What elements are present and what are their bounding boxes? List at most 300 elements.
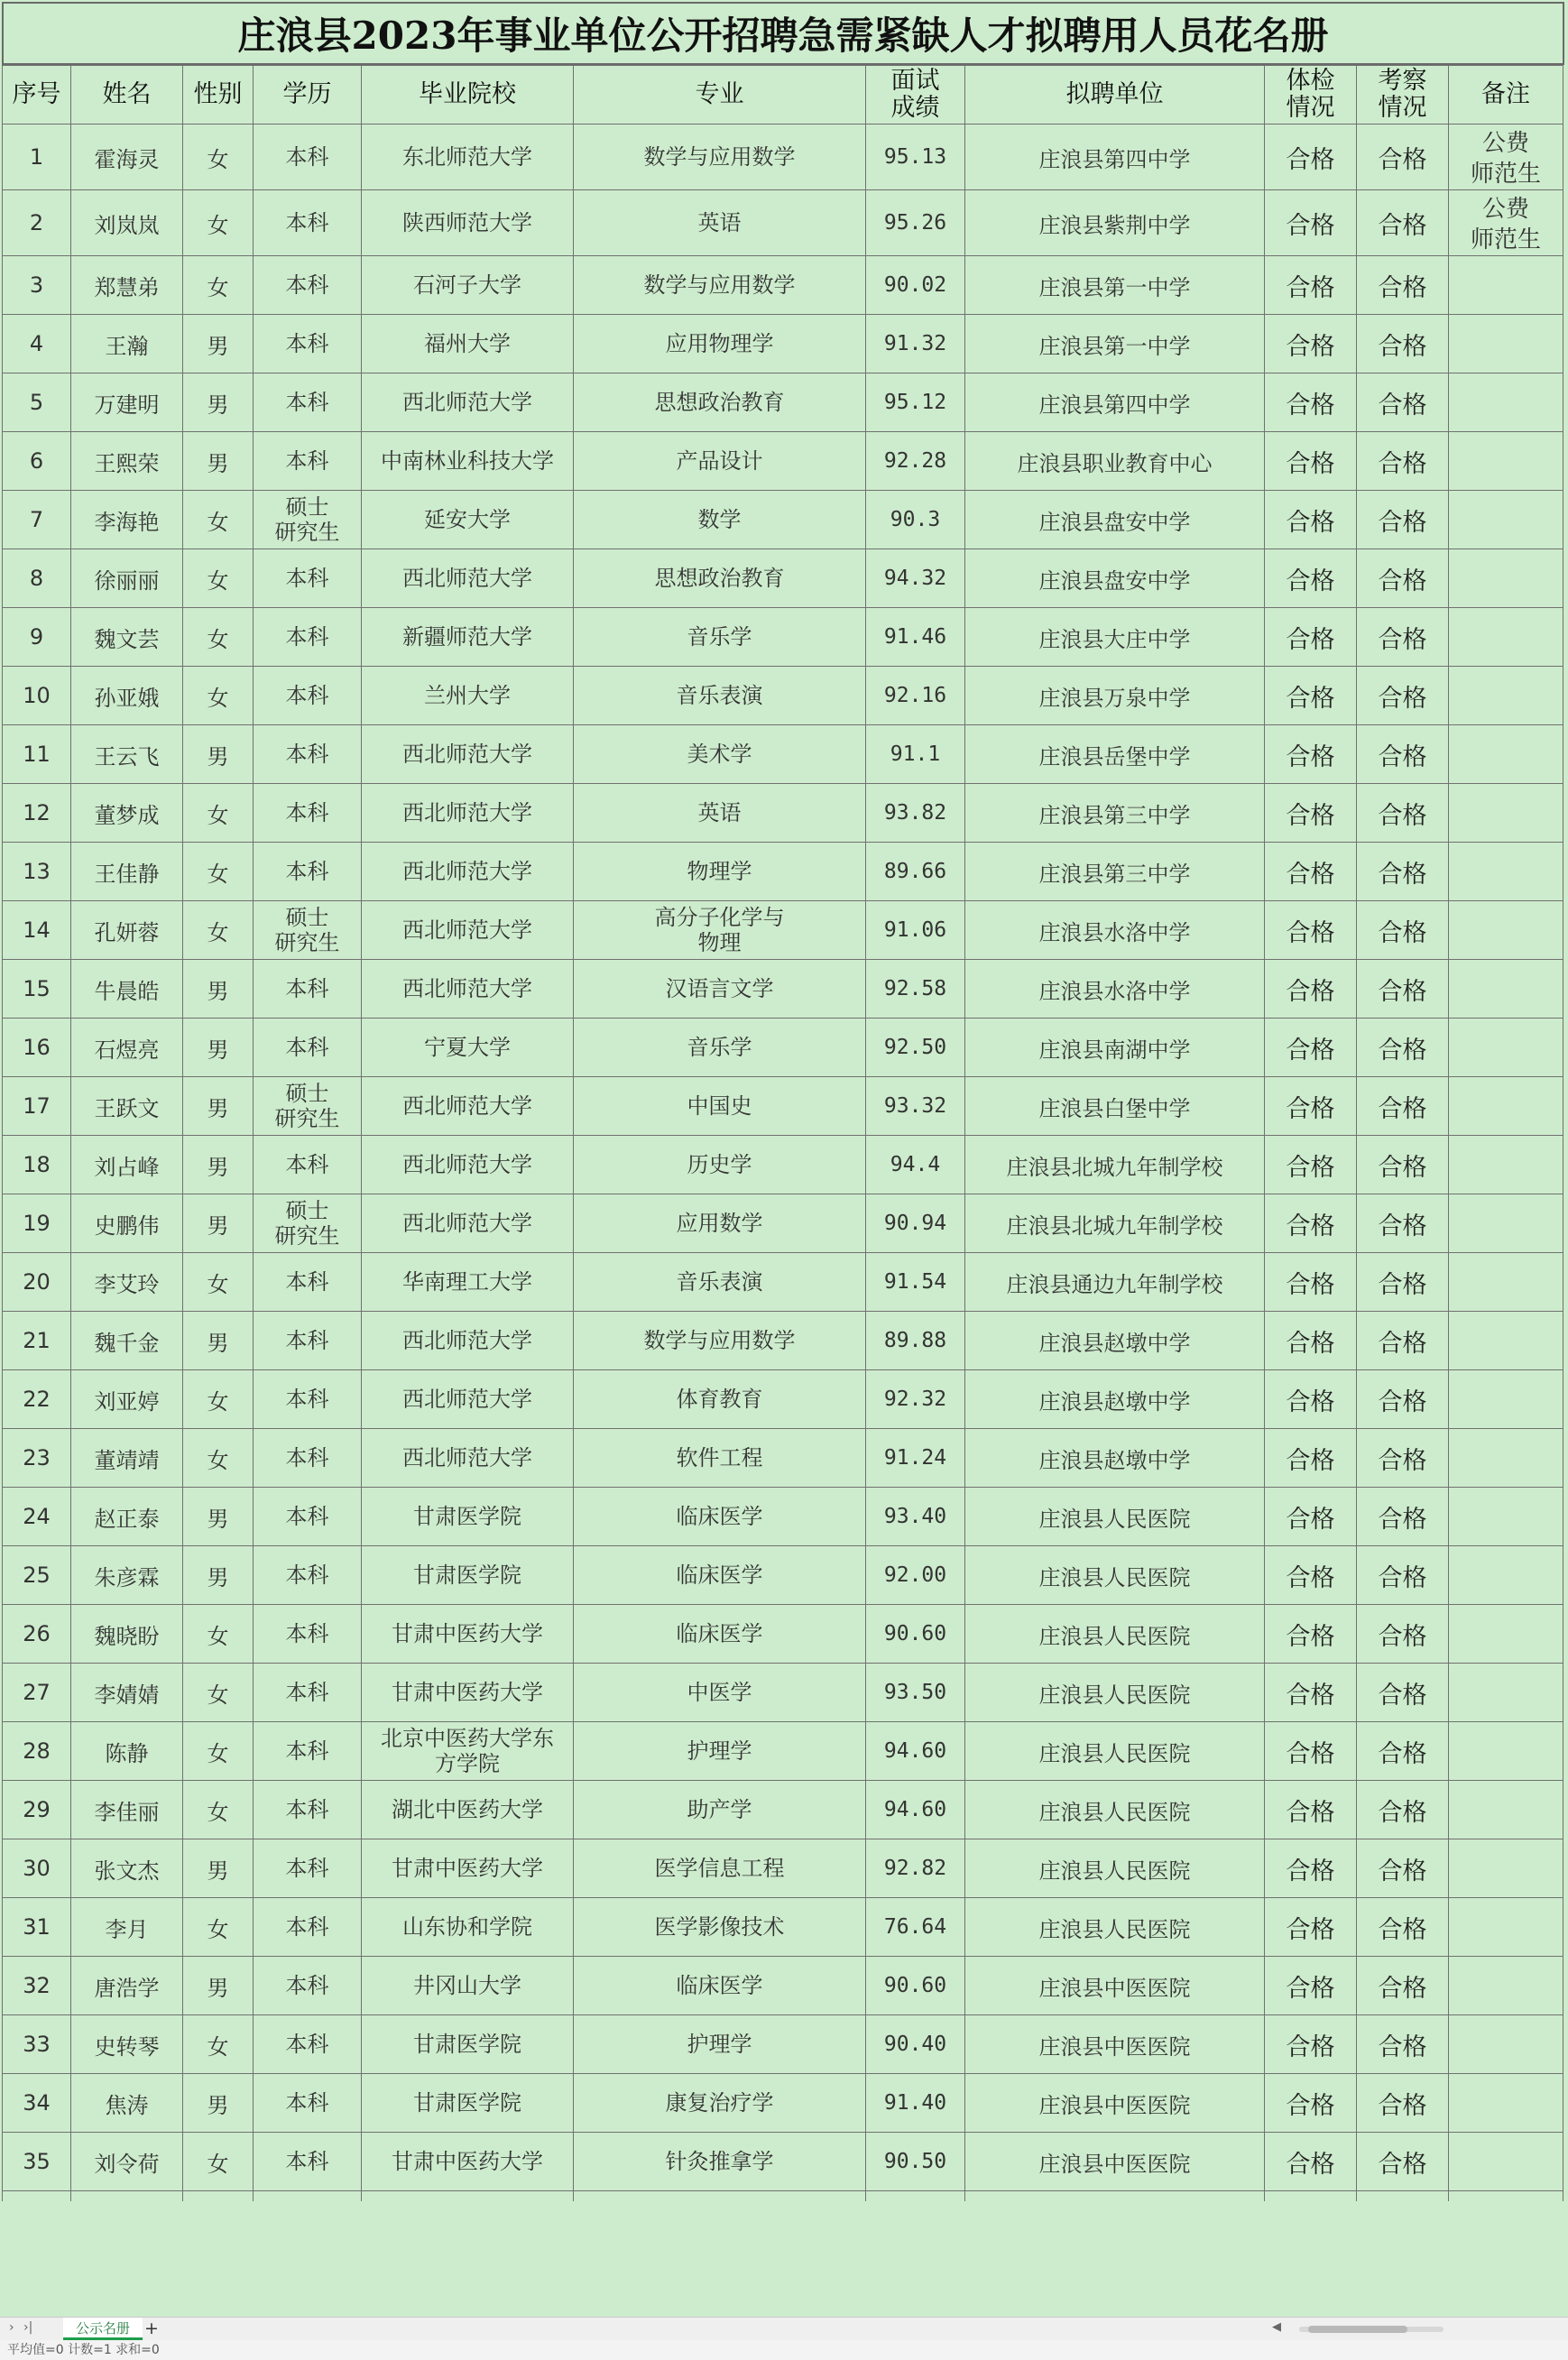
cell-unit[interactable]: 庄浪县第一中学: [965, 256, 1265, 315]
cell-unit[interactable]: 庄浪县北城九年制学校: [965, 1194, 1265, 1253]
cell-serial[interactable]: 11: [3, 725, 71, 784]
cell-serial[interactable]: 8: [3, 549, 71, 608]
cell-name[interactable]: 霍海灵: [71, 124, 183, 190]
cell-remarks[interactable]: [1449, 1253, 1563, 1312]
cell-name[interactable]: 李海艳: [71, 491, 183, 549]
cell-school[interactable]: 西北师范大学: [362, 1077, 574, 1136]
cell-score[interactable]: 92.00: [866, 1546, 965, 1605]
cell-gender[interactable]: 男: [183, 373, 254, 432]
cell-physical-exam[interactable]: 合格: [1265, 190, 1357, 256]
cell-score[interactable]: 95.12: [866, 373, 965, 432]
cell-physical-exam[interactable]: 合格: [1265, 1898, 1357, 1957]
cell-name[interactable]: 孙亚娥: [71, 667, 183, 725]
cell-physical-exam[interactable]: 合格: [1265, 2015, 1357, 2074]
cell-school[interactable]: 西北师范大学: [362, 373, 574, 432]
cell-major[interactable]: 数学与应用数学: [574, 256, 866, 315]
cell-physical-exam[interactable]: 合格: [1265, 124, 1357, 190]
cell-school[interactable]: 井冈山大学: [362, 1957, 574, 2015]
cell-remarks[interactable]: [1449, 1429, 1563, 1488]
cell-school[interactable]: 兰州大学: [362, 667, 574, 725]
cell-score[interactable]: 92.28: [866, 432, 965, 491]
cell-gender[interactable]: 男: [183, 725, 254, 784]
cell-assessment[interactable]: 合格: [1357, 1605, 1449, 1664]
cell-gender[interactable]: 男: [183, 960, 254, 1019]
cell-serial[interactable]: 16: [3, 1019, 71, 1077]
cell-school[interactable]: 甘肃医学院: [362, 1546, 574, 1605]
cell-score[interactable]: 90.02: [866, 256, 965, 315]
cell-assessment[interactable]: 合格: [1357, 608, 1449, 667]
cell-physical-exam[interactable]: 合格: [1265, 843, 1357, 901]
cell-school[interactable]: 陕西师范大学: [362, 190, 574, 256]
cell-remarks[interactable]: [1449, 373, 1563, 432]
cell-remarks[interactable]: [1449, 960, 1563, 1019]
cell-name[interactable]: 魏文芸: [71, 608, 183, 667]
cell-gender[interactable]: 男: [183, 1488, 254, 1546]
cell-serial[interactable]: 9: [3, 608, 71, 667]
cell-education[interactable]: 本科: [254, 2133, 362, 2191]
cell-major[interactable]: 汉语言文学: [574, 960, 866, 1019]
cell-unit[interactable]: 庄浪县人民医院: [965, 1546, 1265, 1605]
cell-education[interactable]: 本科: [254, 1781, 362, 1839]
cell-gender[interactable]: 女: [183, 1370, 254, 1429]
cell-major[interactable]: 英语: [574, 784, 866, 843]
cell-school[interactable]: 湖北中医药大学: [362, 1781, 574, 1839]
cell-assessment[interactable]: 合格: [1357, 1488, 1449, 1546]
cell-school[interactable]: 西北师范大学: [362, 1312, 574, 1370]
cell-major[interactable]: 中国史: [574, 1077, 866, 1136]
cell-unit[interactable]: 庄浪县大庄中学: [965, 608, 1265, 667]
cell-unit[interactable]: 庄浪县通边九年制学校: [965, 1253, 1265, 1312]
cell-assessment[interactable]: 合格: [1357, 256, 1449, 315]
cell-score[interactable]: 91.1: [866, 725, 965, 784]
cell-major[interactable]: 医学影像技术: [574, 1898, 866, 1957]
cell-score[interactable]: 90.3: [866, 491, 965, 549]
cell-major[interactable]: 临床医学: [574, 1546, 866, 1605]
cell-major[interactable]: 针灸推拿学: [574, 2133, 866, 2191]
cell-name[interactable]: 刘占峰: [71, 1136, 183, 1194]
cell-education[interactable]: 本科: [254, 2074, 362, 2133]
cell-name[interactable]: 石煜亮: [71, 1019, 183, 1077]
cell-unit[interactable]: 庄浪县人民医院: [965, 1605, 1265, 1664]
cell-education[interactable]: 本科: [254, 1253, 362, 1312]
cell-assessment[interactable]: 合格: [1357, 315, 1449, 373]
cell-name[interactable]: 王熙荣: [71, 432, 183, 491]
cell-major[interactable]: 物理学: [574, 843, 866, 901]
cell-assessment[interactable]: 合格: [1357, 549, 1449, 608]
cell-gender[interactable]: 女: [183, 2133, 254, 2191]
cell-physical-exam[interactable]: 合格: [1265, 1722, 1357, 1781]
cell-unit[interactable]: 庄浪县紫荆中学: [965, 190, 1265, 256]
cell-score[interactable]: 93.82: [866, 784, 965, 843]
cell-education[interactable]: 本科: [254, 315, 362, 373]
cell-remarks[interactable]: [1449, 1781, 1563, 1839]
add-sheet-icon[interactable]: +: [144, 2319, 159, 2338]
cell-score[interactable]: 91.46: [866, 608, 965, 667]
cell-school[interactable]: 石河子大学: [362, 256, 574, 315]
cell-gender[interactable]: 男: [183, 432, 254, 491]
cell-education[interactable]: 本科: [254, 1957, 362, 2015]
cell-education[interactable]: 本科: [254, 549, 362, 608]
cell-name[interactable]: 魏千金: [71, 1312, 183, 1370]
cell-physical-exam[interactable]: 合格: [1265, 608, 1357, 667]
cell-serial[interactable]: 15: [3, 960, 71, 1019]
cell-physical-exam[interactable]: 合格: [1265, 960, 1357, 1019]
cell-score[interactable]: 95.13: [866, 124, 965, 190]
cell-name[interactable]: 陈静: [71, 1722, 183, 1781]
cell-name[interactable]: 刘岚岚: [71, 190, 183, 256]
cell-serial[interactable]: 14: [3, 901, 71, 960]
cell-school[interactable]: 西北师范大学: [362, 1429, 574, 1488]
cell-assessment[interactable]: 合格: [1357, 124, 1449, 190]
cell-unit[interactable]: 庄浪县职业教育中心: [965, 432, 1265, 491]
cell-physical-exam[interactable]: 合格: [1265, 432, 1357, 491]
cell-assessment[interactable]: 合格: [1357, 1839, 1449, 1898]
header-cell[interactable]: 专业: [574, 66, 866, 124]
cell-remarks[interactable]: [1449, 843, 1563, 901]
cell-serial[interactable]: 7: [3, 491, 71, 549]
cell-physical-exam[interactable]: 合格: [1265, 2074, 1357, 2133]
cell-gender[interactable]: 男: [183, 315, 254, 373]
cell-school[interactable]: 北京中医药大学东 方学院: [362, 1722, 574, 1781]
scrollbar-thumb[interactable]: [1308, 2326, 1407, 2333]
cell-education[interactable]: 本科: [254, 373, 362, 432]
cell-physical-exam[interactable]: 合格: [1265, 725, 1357, 784]
cell-education[interactable]: 本科: [254, 190, 362, 256]
cell-score[interactable]: 94.60: [866, 1722, 965, 1781]
cell-education[interactable]: 硕士 研究生: [254, 1077, 362, 1136]
cell-school[interactable]: 福州大学: [362, 315, 574, 373]
cell-assessment[interactable]: 合格: [1357, 2074, 1449, 2133]
cell-school[interactable]: 新疆师范大学: [362, 608, 574, 667]
cell-remarks[interactable]: [1449, 1957, 1563, 2015]
cell-school[interactable]: 甘肃中医药大学: [362, 1664, 574, 1722]
cell-school[interactable]: 西北师范大学: [362, 1370, 574, 1429]
cell-physical-exam[interactable]: 合格: [1265, 1957, 1357, 2015]
cell-major[interactable]: 助产学: [574, 1781, 866, 1839]
cell-unit[interactable]: 庄浪县赵墩中学: [965, 1312, 1265, 1370]
cell-education[interactable]: 本科: [254, 1488, 362, 1546]
cell-assessment[interactable]: 合格: [1357, 1957, 1449, 2015]
cell-major[interactable]: 音乐表演: [574, 667, 866, 725]
cell-remarks[interactable]: 公费 师范生: [1449, 124, 1563, 190]
cell-unit[interactable]: 庄浪县中医医院: [965, 2015, 1265, 2074]
cell-physical-exam[interactable]: 合格: [1265, 1839, 1357, 1898]
cell-education[interactable]: 本科: [254, 960, 362, 1019]
cell-remarks[interactable]: [1449, 901, 1563, 960]
cell-serial[interactable]: 25: [3, 1546, 71, 1605]
cell-assessment[interactable]: 合格: [1357, 725, 1449, 784]
cell-name[interactable]: 焦涛: [71, 2074, 183, 2133]
cell-physical-exam[interactable]: 合格: [1265, 373, 1357, 432]
header-cell[interactable]: 学历: [254, 66, 362, 124]
cell-school[interactable]: 甘肃中医药大学: [362, 1605, 574, 1664]
cell-assessment[interactable]: 合格: [1357, 1077, 1449, 1136]
cell-name[interactable]: 徐丽丽: [71, 549, 183, 608]
cell-education[interactable]: 本科: [254, 2015, 362, 2074]
cell-unit[interactable]: 庄浪县人民医院: [965, 1839, 1265, 1898]
cell-score[interactable]: 94.32: [866, 549, 965, 608]
cell-name[interactable]: 牛晨皓: [71, 960, 183, 1019]
cell-gender[interactable]: 女: [183, 124, 254, 190]
cell-unit[interactable]: 庄浪县第四中学: [965, 124, 1265, 190]
cell-serial[interactable]: 4: [3, 315, 71, 373]
cell-school[interactable]: 西北师范大学: [362, 1194, 574, 1253]
cell-remarks[interactable]: [1449, 667, 1563, 725]
cell-score[interactable]: 90.60: [866, 1957, 965, 2015]
cell-unit[interactable]: 庄浪县赵墩中学: [965, 1370, 1265, 1429]
cell-assessment[interactable]: 合格: [1357, 1781, 1449, 1839]
cell-physical-exam[interactable]: 合格: [1265, 491, 1357, 549]
cell-physical-exam[interactable]: 合格: [1265, 1312, 1357, 1370]
cell-score[interactable]: 94.60: [866, 1781, 965, 1839]
cell-assessment[interactable]: 合格: [1357, 491, 1449, 549]
cell-remarks[interactable]: [1449, 1722, 1563, 1781]
cell-remarks[interactable]: [1449, 2133, 1563, 2191]
cell-major[interactable]: 临床医学: [574, 1488, 866, 1546]
cell-gender[interactable]: 女: [183, 491, 254, 549]
cell-assessment[interactable]: 合格: [1357, 1194, 1449, 1253]
cell-school[interactable]: 甘肃医学院: [362, 1488, 574, 1546]
cell-score[interactable]: 90.94: [866, 1194, 965, 1253]
cell-gender[interactable]: 女: [183, 549, 254, 608]
cell-assessment[interactable]: 合格: [1357, 1546, 1449, 1605]
cell-major[interactable]: 应用物理学: [574, 315, 866, 373]
scroll-left-icon[interactable]: ◀: [1272, 2320, 1281, 2334]
cell-major[interactable]: 数学与应用数学: [574, 1312, 866, 1370]
cell-gender[interactable]: 女: [183, 608, 254, 667]
cell-gender[interactable]: 男: [183, 1546, 254, 1605]
cell-name[interactable]: 王佳静: [71, 843, 183, 901]
cell-education[interactable]: 本科: [254, 1605, 362, 1664]
horizontal-scrollbar[interactable]: [1272, 2320, 1453, 2334]
cell-remarks[interactable]: [1449, 491, 1563, 549]
cell-serial[interactable]: 13: [3, 843, 71, 901]
cell-physical-exam[interactable]: 合格: [1265, 1605, 1357, 1664]
cell-remarks[interactable]: [1449, 1546, 1563, 1605]
empty-cells-area[interactable]: [2, 2201, 1566, 2317]
cell-physical-exam[interactable]: 合格: [1265, 256, 1357, 315]
cell-remarks[interactable]: [1449, 1194, 1563, 1253]
cell-score[interactable]: 91.54: [866, 1253, 965, 1312]
cell-name[interactable]: 刘令荷: [71, 2133, 183, 2191]
cell-education[interactable]: 硕士 研究生: [254, 491, 362, 549]
cell-unit[interactable]: 庄浪县万泉中学: [965, 667, 1265, 725]
cell-school[interactable]: 甘肃医学院: [362, 2074, 574, 2133]
cell-score[interactable]: 92.50: [866, 1019, 965, 1077]
cell-assessment[interactable]: 合格: [1357, 1898, 1449, 1957]
cell-unit[interactable]: 庄浪县白堡中学: [965, 1077, 1265, 1136]
cell-education[interactable]: 本科: [254, 124, 362, 190]
header-cell[interactable]: 体检 情况: [1265, 66, 1357, 124]
cell-assessment[interactable]: 合格: [1357, 2015, 1449, 2074]
cell-score[interactable]: 89.66: [866, 843, 965, 901]
cell-remarks[interactable]: [1449, 2074, 1563, 2133]
cell-physical-exam[interactable]: 合格: [1265, 1019, 1357, 1077]
cell-serial[interactable]: 28: [3, 1722, 71, 1781]
cell-name[interactable]: 史鹏伟: [71, 1194, 183, 1253]
cell-education[interactable]: 本科: [254, 667, 362, 725]
cell-major[interactable]: 产品设计: [574, 432, 866, 491]
cell-school[interactable]: 西北师范大学: [362, 901, 574, 960]
cell-gender[interactable]: 女: [183, 667, 254, 725]
cell-education[interactable]: 本科: [254, 1370, 362, 1429]
cell-major[interactable]: 高分子化学与 物理: [574, 901, 866, 960]
cell-physical-exam[interactable]: 合格: [1265, 2133, 1357, 2191]
cell-education[interactable]: 本科: [254, 1429, 362, 1488]
cell-remarks[interactable]: [1449, 1136, 1563, 1194]
cell-assessment[interactable]: 合格: [1357, 190, 1449, 256]
header-cell[interactable]: 备注: [1449, 66, 1563, 124]
cell-education[interactable]: 本科: [254, 1136, 362, 1194]
cell-major[interactable]: 历史学: [574, 1136, 866, 1194]
cell-education[interactable]: 本科: [254, 432, 362, 491]
cell-name[interactable]: 张文杰: [71, 1839, 183, 1898]
cell-assessment[interactable]: 合格: [1357, 1664, 1449, 1722]
cell-serial[interactable]: 33: [3, 2015, 71, 2074]
cell-major[interactable]: 数学: [574, 491, 866, 549]
cell-assessment[interactable]: 合格: [1357, 1312, 1449, 1370]
cell-unit[interactable]: 庄浪县盘安中学: [965, 549, 1265, 608]
cell-unit[interactable]: 庄浪县中医医院: [965, 1957, 1265, 2015]
cell-gender[interactable]: 女: [183, 1722, 254, 1781]
cell-name[interactable]: 魏晓盼: [71, 1605, 183, 1664]
cell-remarks[interactable]: [1449, 1898, 1563, 1957]
cell-serial[interactable]: 18: [3, 1136, 71, 1194]
cell-physical-exam[interactable]: 合格: [1265, 1077, 1357, 1136]
cell-name[interactable]: 李月: [71, 1898, 183, 1957]
cell-major[interactable]: 软件工程: [574, 1429, 866, 1488]
cell-gender[interactable]: 男: [183, 1077, 254, 1136]
cell-name[interactable]: 朱彦霖: [71, 1546, 183, 1605]
cell-major[interactable]: 数学与应用数学: [574, 124, 866, 190]
cell-score[interactable]: 91.24: [866, 1429, 965, 1488]
cell-school[interactable]: 甘肃中医药大学: [362, 2133, 574, 2191]
cell-assessment[interactable]: 合格: [1357, 960, 1449, 1019]
cell-serial[interactable]: 24: [3, 1488, 71, 1546]
cell-gender[interactable]: 男: [183, 1194, 254, 1253]
cell-education[interactable]: 本科: [254, 784, 362, 843]
cell-score[interactable]: 91.32: [866, 315, 965, 373]
cell-score[interactable]: 90.60: [866, 1605, 965, 1664]
cell-serial[interactable]: 31: [3, 1898, 71, 1957]
cell-school[interactable]: 西北师范大学: [362, 1136, 574, 1194]
cell-education[interactable]: 本科: [254, 1019, 362, 1077]
cell-education[interactable]: 本科: [254, 1546, 362, 1605]
cell-gender[interactable]: 女: [183, 256, 254, 315]
cell-gender[interactable]: 女: [183, 843, 254, 901]
cell-assessment[interactable]: 合格: [1357, 373, 1449, 432]
cell-serial[interactable]: 32: [3, 1957, 71, 2015]
cell-gender[interactable]: 女: [183, 901, 254, 960]
cell-score[interactable]: 93.32: [866, 1077, 965, 1136]
cell-education[interactable]: 硕士 研究生: [254, 901, 362, 960]
cell-education[interactable]: 本科: [254, 608, 362, 667]
cell-gender[interactable]: 女: [183, 1781, 254, 1839]
cell-gender[interactable]: 女: [183, 190, 254, 256]
cell-education[interactable]: 本科: [254, 843, 362, 901]
cell-major[interactable]: 音乐学: [574, 608, 866, 667]
cell-school[interactable]: 西北师范大学: [362, 960, 574, 1019]
cell-name[interactable]: 董靖靖: [71, 1429, 183, 1488]
cell-education[interactable]: 本科: [254, 1312, 362, 1370]
cell-serial[interactable]: 12: [3, 784, 71, 843]
header-cell[interactable]: 面试 成绩: [866, 66, 965, 124]
header-cell[interactable]: 拟聘单位: [965, 66, 1265, 124]
cell-school[interactable]: 西北师范大学: [362, 725, 574, 784]
cell-school[interactable]: 山东协和学院: [362, 1898, 574, 1957]
header-cell[interactable]: 序号: [3, 66, 71, 124]
cell-physical-exam[interactable]: 合格: [1265, 1253, 1357, 1312]
cell-serial[interactable]: 29: [3, 1781, 71, 1839]
cell-gender[interactable]: 男: [183, 1839, 254, 1898]
cell-physical-exam[interactable]: 合格: [1265, 315, 1357, 373]
cell-assessment[interactable]: 合格: [1357, 2133, 1449, 2191]
cell-physical-exam[interactable]: 合格: [1265, 1488, 1357, 1546]
cell-major[interactable]: 中医学: [574, 1664, 866, 1722]
cell-serial[interactable]: 20: [3, 1253, 71, 1312]
cell-serial[interactable]: 35: [3, 2133, 71, 2191]
cell-remarks[interactable]: [1449, 784, 1563, 843]
cell-remarks[interactable]: [1449, 1664, 1563, 1722]
cell-school[interactable]: 甘肃中医药大学: [362, 1839, 574, 1898]
cell-score[interactable]: 89.88: [866, 1312, 965, 1370]
cell-name[interactable]: 赵正泰: [71, 1488, 183, 1546]
cell-school[interactable]: 东北师范大学: [362, 124, 574, 190]
cell-remarks[interactable]: [1449, 608, 1563, 667]
cell-serial[interactable]: 19: [3, 1194, 71, 1253]
cell-remarks[interactable]: [1449, 315, 1563, 373]
cell-assessment[interactable]: 合格: [1357, 432, 1449, 491]
cell-education[interactable]: 本科: [254, 1839, 362, 1898]
cell-major[interactable]: 思想政治教育: [574, 549, 866, 608]
cell-unit[interactable]: 庄浪县赵墩中学: [965, 1429, 1265, 1488]
cell-physical-exam[interactable]: 合格: [1265, 1781, 1357, 1839]
cell-assessment[interactable]: 合格: [1357, 1429, 1449, 1488]
cell-remarks[interactable]: [1449, 432, 1563, 491]
cell-physical-exam[interactable]: 合格: [1265, 1370, 1357, 1429]
cell-unit[interactable]: 庄浪县第三中学: [965, 784, 1265, 843]
header-cell[interactable]: 毕业院校: [362, 66, 574, 124]
cell-serial[interactable]: 23: [3, 1429, 71, 1488]
cell-gender[interactable]: 女: [183, 1898, 254, 1957]
cell-serial[interactable]: 2: [3, 190, 71, 256]
cell-remarks[interactable]: [1449, 1605, 1563, 1664]
tab-scroll-last-icon[interactable]: ›|: [23, 2320, 33, 2335]
cell-name[interactable]: 郑慧弟: [71, 256, 183, 315]
cell-serial[interactable]: 17: [3, 1077, 71, 1136]
cell-education[interactable]: 本科: [254, 1664, 362, 1722]
cell-assessment[interactable]: 合格: [1357, 901, 1449, 960]
cell-unit[interactable]: 庄浪县中医医院: [965, 2133, 1265, 2191]
cell-physical-exam[interactable]: 合格: [1265, 1136, 1357, 1194]
cell-gender[interactable]: 女: [183, 1429, 254, 1488]
cell-unit[interactable]: 庄浪县人民医院: [965, 1488, 1265, 1546]
cell-assessment[interactable]: 合格: [1357, 1019, 1449, 1077]
cell-name[interactable]: 万建明: [71, 373, 183, 432]
cell-remarks[interactable]: [1449, 1488, 1563, 1546]
cell-unit[interactable]: 庄浪县岳堡中学: [965, 725, 1265, 784]
cell-major[interactable]: 护理学: [574, 1722, 866, 1781]
cell-assessment[interactable]: 合格: [1357, 1136, 1449, 1194]
cell-major[interactable]: 音乐表演: [574, 1253, 866, 1312]
cell-assessment[interactable]: 合格: [1357, 667, 1449, 725]
cell-unit[interactable]: 庄浪县人民医院: [965, 1664, 1265, 1722]
cell-serial[interactable]: 6: [3, 432, 71, 491]
cell-serial[interactable]: 26: [3, 1605, 71, 1664]
cell-name[interactable]: 董梦成: [71, 784, 183, 843]
cell-gender[interactable]: 男: [183, 1312, 254, 1370]
cell-gender[interactable]: 女: [183, 784, 254, 843]
